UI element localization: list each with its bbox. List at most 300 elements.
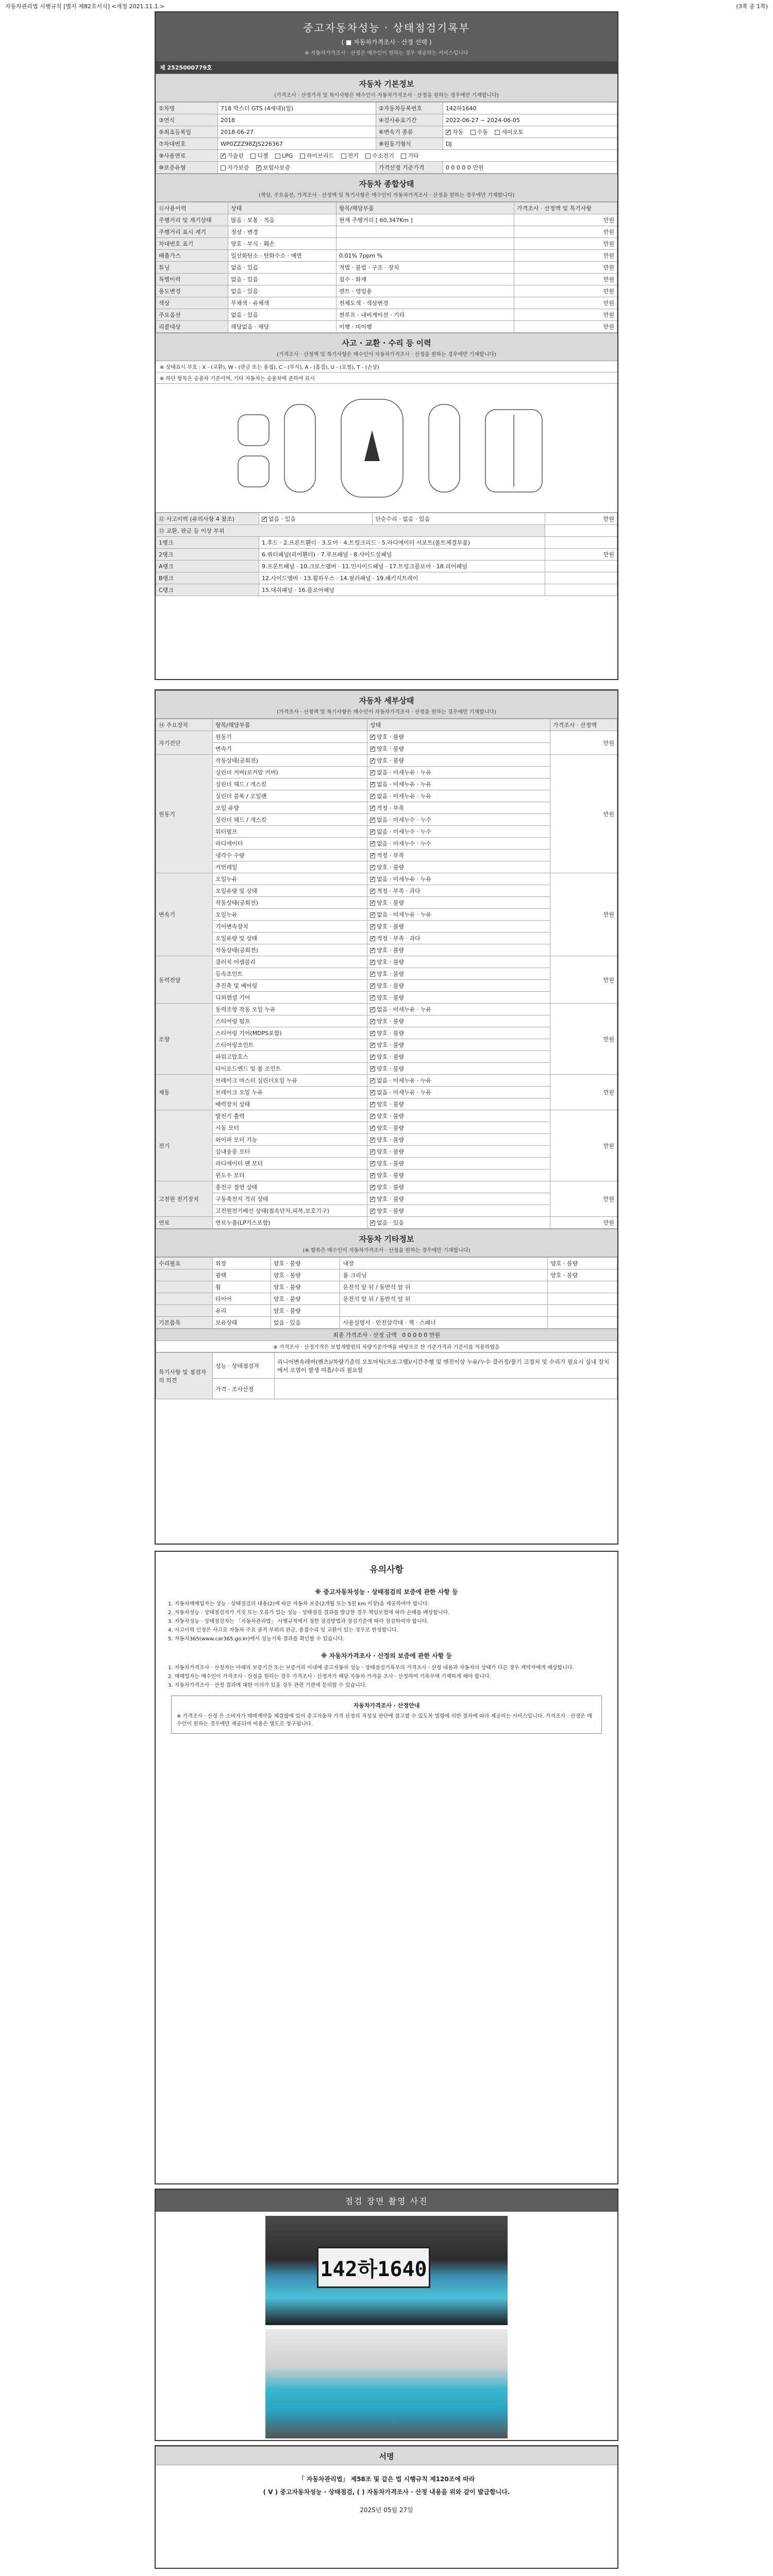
table-row: [156, 138, 617, 150]
car-outline-diagram: [156, 384, 617, 513]
checkbox-icon[interactable]: [370, 853, 375, 858]
detail-item-label: 워터펌프: [213, 826, 367, 838]
checkbox-icon[interactable]: [341, 154, 346, 159]
detail-item-label: 브레이크 마스터 실린더오일 누유: [213, 1075, 367, 1087]
summary-cell-detail: 적법 · 불법 · 구조 · 장치: [337, 262, 514, 274]
summary-cell-name: 리콜대상: [156, 321, 228, 333]
top-row: [0, 0, 773, 11]
checkbox-icon[interactable]: [370, 1221, 375, 1226]
detail-item-label: 실린더 블록 / 오일팬: [213, 790, 367, 802]
table-row: [156, 909, 617, 921]
summary-cell-detail: 침수 · 화재: [337, 274, 514, 285]
checkbox-icon[interactable]: [370, 865, 375, 870]
summary-cell-state: 없음 · 있음: [228, 262, 337, 274]
accident-legend: ※ 상태표시 부호 : X - (교환), W - (판금 또는 용접), C - (부식), A - (흠집), U - (요철), T - (손상): [156, 361, 617, 372]
checkbox-icon[interactable]: [370, 1138, 375, 1143]
table-row: [156, 1379, 617, 1399]
col-header: 상태: [367, 719, 550, 731]
checkbox-icon[interactable]: [370, 889, 375, 894]
other-cell: 광택: [213, 1269, 271, 1281]
table-row: [156, 513, 617, 525]
table-row: [156, 549, 617, 561]
table-row: [156, 1098, 617, 1110]
table-row: [156, 214, 617, 226]
photos-title: 점검 장면 촬영 사진: [345, 2196, 428, 2206]
accident-section-header: [156, 333, 617, 361]
detail-item-state: ✓ 양호 · 불량: [367, 1122, 550, 1134]
checkbox-icon[interactable]: [370, 1185, 375, 1190]
col-header: ⑪사용이력: [156, 202, 228, 214]
summary-cell-note: 만원: [514, 226, 617, 238]
summary-cell-detail: [337, 226, 514, 238]
form-reference: 자동차관리법 시행규칙 [별지 제82호서식] <개정 2021.11.1.>: [5, 3, 165, 10]
detail-group-label: 전기: [156, 1110, 213, 1181]
label-plate: ②자동차등록번호: [376, 103, 443, 114]
checkbox-icon[interactable]: [370, 829, 375, 835]
summary-note: (색상, 주요옵션, 가격조사 · 산정액 및 특기사항은 매수인이 자동차가격조사 · 산정을 원하는 경우에만 기재합니다): [258, 193, 515, 198]
other-cell: 휠: [213, 1281, 271, 1293]
table-row: [156, 1146, 617, 1158]
notice-paragraph: 2. 매매업자는 매수인이 가격조사 · 산정을 원하는 경우 가격조사 · 산정자가 해당 자동차 가격을 조사 · 산정하여 기록부에 기재하게 해야 합니다.: [168, 1674, 491, 1680]
other-cell: [548, 1293, 617, 1305]
detail-item-label: 오일유량 및 상태: [213, 885, 367, 897]
detail-item-state: ✓ 양호 · 불량: [367, 1051, 550, 1063]
checkbox-icon[interactable]: [370, 1114, 375, 1119]
checkbox-icon[interactable]: [370, 995, 375, 1001]
label-inspection-period: ④검사유효기간: [376, 114, 443, 126]
rank-1-items: 1.후드 · 2.프론트휀더 · 3.도어 · 4.트렁크리드 · 5.라디에이터 서포트(볼트체결부품): [259, 537, 545, 549]
table-row: [156, 897, 617, 909]
summary-cell-name: 주요옵션: [156, 309, 228, 321]
col-header: 상태: [228, 202, 337, 214]
checkbox-icon[interactable]: [495, 130, 500, 135]
checkbox-icon[interactable]: [365, 154, 371, 159]
checkbox-icon[interactable]: [256, 165, 261, 171]
table-row: [156, 250, 617, 262]
checkbox-icon[interactable]: [370, 758, 375, 764]
accident-note: (가격조사 · 산정액 및 특기사항은 매수인이 자동차가격조사 · 산정을 원하는 경우에만 기재합니다): [277, 352, 496, 358]
detail-item-state: ✓ 양호 · 불량: [367, 992, 550, 1004]
rank-c-label: C랭크: [156, 584, 259, 596]
other-cell: 운전석 앞 뒤 / 동반석 앞 뒤: [340, 1281, 548, 1293]
detail-item-state: ✓ 없음 · 미세누유 · 누유: [367, 778, 550, 790]
detail-item-state: ✓ 적정 · 부족: [367, 850, 550, 861]
checkbox-icon[interactable]: [250, 154, 256, 159]
checkbox-icon[interactable]: [370, 782, 375, 787]
detail-item-state: ✓ 없음 · 미세누수 · 누수: [367, 826, 550, 838]
summary-cell-detail: 렌트 · 영업용: [337, 285, 514, 297]
detail-item-label: 브레이크 오일 누유: [213, 1087, 367, 1098]
detail-item-state: ✓ 양호 · 불량: [367, 1039, 550, 1051]
notice-paragraph: 4. 사고이력 인정은 사고로 자동차 주요 골격 부위의 판금, 용접수리 및 교환이 있는 경우로 한정합니다.: [168, 1628, 398, 1633]
final-price-note: ※ 가격조사 · 산정가격은 보험개발원의 차량기준가액을 바탕으로 한 기준가격과 기준서를 적용하였음: [156, 1341, 617, 1352]
table-row: [156, 274, 617, 285]
accident-amount: 만원: [545, 513, 617, 525]
col-header: ⑭ 주요장치: [156, 719, 213, 731]
checkbox-icon[interactable]: [370, 1090, 375, 1095]
detail-item-label: 충전구 절연 상태: [213, 1181, 367, 1193]
checkbox-icon[interactable]: [221, 154, 226, 159]
checkbox-icon[interactable]: [470, 130, 476, 135]
table-row: [156, 873, 617, 885]
other-cell: [340, 1305, 548, 1317]
table-row: [156, 1087, 617, 1098]
summary-cell-name: 특별이력: [156, 274, 228, 285]
col-header: 항목/해당부품: [337, 202, 514, 214]
sign-header: [156, 2446, 617, 2465]
checkbox-icon[interactable]: [370, 1102, 375, 1107]
summary-cell-state: 없음 · 있음: [228, 274, 337, 285]
detail-item-state: ✓ 양호 · 불량: [367, 968, 550, 980]
notice-title: 유의사항: [369, 1565, 404, 1575]
table-row: [156, 1063, 617, 1075]
other-cell: [548, 1281, 617, 1293]
checkbox-icon[interactable]: [370, 1173, 375, 1178]
detail-item-state: ✓ 없음 · 미세누수 · 누수: [367, 838, 550, 850]
detail-item-state: ✓ 없음 · 미세누유 · 누유: [367, 790, 550, 802]
detail-item-label: 실린더 헤드 / 개스킷: [213, 778, 367, 790]
table-row: [156, 933, 617, 944]
detail-item-state: ✓ 양호 · 불량: [367, 861, 550, 873]
checkbox-icon[interactable]: [370, 806, 375, 811]
summary-cell-note: 만원: [514, 297, 617, 309]
summary-cell-note: 만원: [514, 214, 617, 226]
checkbox-icon[interactable]: [401, 154, 406, 159]
table-row: [156, 262, 617, 274]
basic-info-table: [156, 102, 617, 174]
detail-item-label: 추진축 및 베어링: [213, 980, 367, 992]
checkbox-icon[interactable]: [370, 1126, 375, 1131]
accident-title: 사고 · 교환 · 수리 등 이력: [342, 338, 431, 348]
table-row: [156, 126, 617, 138]
detail-group-label: 동력전달: [156, 956, 213, 1004]
checkbox-icon[interactable]: [370, 841, 375, 846]
rank-b-label: B랭크: [156, 572, 259, 584]
table-row: [156, 561, 617, 572]
detail-group-label: 연료: [156, 1217, 213, 1229]
rank-c-items: 15.대쉬패널 · 16.플로어패널: [259, 584, 545, 596]
checkbox-icon[interactable]: [370, 960, 375, 965]
summary-cell-detail: 0.01% 7ppm %: [337, 250, 514, 262]
table-row: [156, 238, 617, 250]
checkbox-icon[interactable]: [370, 1149, 375, 1155]
detail-item-state: ✓ 양호 · 불량: [367, 1170, 550, 1181]
other-cell: [156, 1293, 213, 1305]
price-guide-text: ※ 가격조사 · 산정 은 소비자가 매매계약을 체결함에 있어 중고자동차 가격 산정의 적정성 판단에 참고할 수 있도록 법령에 의한 절차에 따라 제공하는 서비스입니다. 가격조사 · 산정은 매수인이 원하는 경우에만 제공되며 비용은 별도로 청구됩니다.: [177, 1714, 592, 1727]
detail-item-state: ✓ 양호 · 불량: [367, 1027, 550, 1039]
form-note: ※ 자동차가격조사 · 산정은 매수인이 원하는 경우 제공하는 서비스입니다: [305, 50, 468, 56]
sign-date: 2025년 05월 27일: [360, 2506, 413, 2514]
detail-amount: 만원: [550, 755, 617, 873]
table-row: [156, 778, 617, 790]
summary-cell-detail: 썬루프 · 내비게이션 · 기타: [337, 309, 514, 321]
value-inspection-period: 2022-06-27 ~ 2024-06-05: [443, 114, 617, 126]
detail-item-state: ✓ 양호 · 불량: [367, 1193, 550, 1205]
label-vin: ⑦차대번호: [156, 138, 218, 150]
checkbox-icon[interactable]: [370, 1031, 375, 1036]
summary-cell-state: 없음 · 있음: [228, 309, 337, 321]
detail-item-label: 발전기 출력: [213, 1110, 367, 1122]
detail-item-label: 오일유량 및 상태: [213, 933, 367, 944]
value-plate: 142하1640: [443, 103, 617, 114]
other-cell: 내장: [340, 1258, 548, 1269]
detail-item-label: 오일 유량: [213, 802, 367, 814]
rank-a-label: A랭크: [156, 561, 259, 572]
detail-item-label: 파워고압호스: [213, 1051, 367, 1063]
special-inspector-label: 성능 · 상태점검자: [213, 1353, 275, 1379]
label-parts: ⑬ 교환, 판금 등 이상 부위: [156, 525, 545, 537]
form-title: 중고자동차성능 · 상태점검기록부: [303, 22, 470, 34]
table-row: [156, 1051, 617, 1063]
summary-cell-state: 해당없음 · 해당: [228, 321, 337, 333]
detail-group-label: 자기진단: [156, 731, 213, 755]
checkbox-icon[interactable]: [370, 1043, 375, 1048]
detail-item-label: 작동상태(공회전): [213, 897, 367, 909]
label-model: ①차명: [156, 103, 218, 114]
summary-cell-name: 용도변경: [156, 285, 228, 297]
checkbox-icon[interactable]: [370, 770, 375, 775]
license-plate: 142하1640: [317, 2247, 430, 2288]
table-row: [156, 1075, 617, 1087]
other-cell: 타이어: [213, 1293, 271, 1305]
table-row: [156, 285, 617, 297]
notice-paragraph: 5. 자동차365(www.car365.go.kr)에서 성능기록 결과를 확인할 수 있습니다.: [168, 1636, 345, 1642]
checkbox-icon[interactable]: [370, 747, 375, 752]
notice-heading-2: ※ 자동차가격조사 · 산정의 보증에 관한 사항 등: [321, 1652, 452, 1659]
table-row: [156, 1134, 617, 1146]
summary-cell-name: 주행거리 및 계기상태: [156, 214, 228, 226]
table-row: [156, 838, 617, 850]
sign-line-1: 「 자동차관리법」 제58조 및 같은 법 시행규칙 제120조에 따라: [298, 2476, 475, 2483]
detail-item-label: 작동상태(공회전): [213, 755, 367, 767]
table-row: [156, 1217, 617, 1229]
table-row: [156, 968, 617, 980]
notice-paragraphs-2: [156, 1664, 617, 1690]
other-title: 자동차 기타정보: [359, 1234, 414, 1244]
value-accident-history: ✓ 없음 · 있음: [259, 513, 373, 525]
other-cell: 양호 · 불량: [271, 1269, 340, 1281]
price-guide-title: 자동차가격조사 · 산정안내: [353, 1702, 420, 1709]
page-4: [155, 2189, 618, 2441]
price-guide-box: [171, 1696, 602, 1734]
special-price-text: [275, 1379, 617, 1399]
detail-item-label: 타이로드엔드 및 볼 조인트: [213, 1063, 367, 1075]
checkbox-icon[interactable]: [370, 912, 375, 918]
detail-group-label: 원동기: [156, 755, 213, 873]
table-row: [156, 1317, 617, 1329]
checkbox-icon[interactable]: [370, 1019, 375, 1024]
notice-paragraph: 1. 자동차가격조사 · 산정자는 아래의 보증기간 또는 보증거리 이내에 중고자동차 성능 · 상태점검기록부의 가격조사 · 산정 내용과 자동차의 상태가 다른 경우 계약자에게 배상합니다.: [168, 1665, 574, 1671]
checkbox-icon[interactable]: [300, 154, 305, 159]
label-base-price: 가격산정 기준가격: [376, 162, 443, 174]
other-cell: 룸 크리닝: [340, 1269, 548, 1281]
detail-item-label: 고전원전기배선 상태(접속단자,피복,보호기구): [213, 1205, 367, 1217]
detail-amount: 만원: [550, 1217, 617, 1229]
detail-item-label: 연료누출(LP가스포함): [213, 1217, 367, 1229]
checkbox-icon[interactable]: [370, 984, 375, 989]
checkbox-icon[interactable]: [370, 735, 375, 740]
detail-item-label: 오일누유: [213, 873, 367, 885]
detail-group-label: 변속기: [156, 873, 213, 956]
value-transmission: ✓ 자동 수동 세미오토: [443, 126, 617, 138]
detail-item-state: ✓ 양호 · 불량: [367, 897, 550, 909]
table-row: [156, 1170, 617, 1181]
basic-info-note: (가격조사 · 산정가격 및 특이사항은 매수인이 자동차가격조사 · 산정을 원하는 경우에만 기재합니다): [274, 93, 499, 98]
accident-legend-2: ※ 하단 항목은 승용차 기준이며, 기타 자동차는 승용차에 준하여 표시: [156, 372, 617, 384]
detail-item-label: 윈도우 모터: [213, 1170, 367, 1181]
table-row: [156, 525, 617, 537]
detail-item-state: ✓ 없음 · 미세누유 · 누유: [367, 873, 550, 885]
other-cell: [156, 1281, 213, 1293]
rank-a-items: 9.프론트패널 · 10.크로스멤버 · 11.인사이드패널 · 17.트렁크플로어 · 18.리어패널: [259, 561, 545, 572]
value-fuel: ✓ 가솔린 디젤 LPG 하이브리드 전기 수소전기 기타: [218, 150, 617, 162]
photos-header: [156, 2190, 617, 2212]
detail-amount: 만원: [550, 1075, 617, 1110]
detail-item-label: 디퍼렌셜 기어: [213, 992, 367, 1004]
car-rear-view: [238, 456, 269, 487]
checkbox-icon[interactable]: [370, 1007, 375, 1012]
detail-item-state: ✓ 양호 · 불량: [367, 1063, 550, 1075]
rank-amount: 만원: [545, 549, 617, 561]
table-row: [156, 850, 617, 861]
checkbox-icon[interactable]: [370, 948, 375, 953]
other-cell: 양호 · 불량: [271, 1305, 340, 1317]
detail-item-state: ✓ 적정 · 부족: [367, 802, 550, 814]
checkbox-icon[interactable]: [370, 1161, 375, 1166]
summary-cell-name: 배출가스: [156, 250, 228, 262]
summary-cell-name: 주행거리 표시 계기: [156, 226, 228, 238]
value-simple-repair: 단순수리 · 없음 · 있음: [373, 513, 545, 525]
value-year: 2018: [218, 114, 376, 126]
checkbox-icon[interactable]: [370, 1209, 375, 1214]
checkbox-icon[interactable]: [370, 924, 375, 929]
special-inspector-text: 리니어변속레버(벤츠)/차량기준의 오토마틱(프로그램)/시간주행 및 엔진이상 누유/누수 클러징/물기 고장치 및 수리가 필요시 실내 장치에서 오염이 발생 미흡/수리 필요함: [275, 1353, 617, 1379]
table-row: [156, 944, 617, 956]
summary-cell-state: 많음 · 보통 · 적음: [228, 214, 337, 226]
col-header: 항목/해당부품: [213, 719, 367, 731]
checkbox-icon[interactable]: [370, 1197, 375, 1202]
value-base-price: 0 0 0 0 0 만원: [443, 162, 617, 174]
sign-line-2: ( V ) 중고자동차성능 · 상태점검, ( ) 자동차가격조사 · 산정 내용을 위와 같이 발급합니다.: [263, 2488, 510, 2496]
detail-item-label: 배력장치 상태: [213, 1098, 367, 1110]
table-row: [156, 992, 617, 1004]
other-cell: [156, 1269, 213, 1281]
table-row: [156, 1027, 617, 1039]
rank-b-items: 12.사이드멤버 · 13.휠하우스 · 14.필러패널 · 19.패키지트레이: [259, 572, 545, 584]
label-fuel: ⑨사용연료: [156, 150, 218, 162]
detail-item-label: 실내송풍 모터: [213, 1146, 367, 1158]
table-row: [156, 956, 617, 968]
summary-cell-detail: 전체도색 · 색상변경: [337, 297, 514, 309]
page-1: [155, 11, 618, 680]
other-section-header: [156, 1229, 617, 1257]
detail-item-state: ✓ 없음 · 미세누유 · 누유: [367, 1004, 550, 1015]
table-row: [156, 1110, 617, 1122]
table-row: [156, 162, 617, 174]
notice-paragraph: 2. 자동차성능 · 상태점검자가 거짓 또는 오류가 있는 성능 · 상태점검 결과를 발급한 경우 책임보험에 따라 손해를 배상합니다.: [168, 1610, 450, 1616]
detail-note: (가격조사 · 산정액 및 특기사항은 매수인이 자동차가격조사 · 산정을 원하는 경우에만 기재합니다): [277, 709, 496, 715]
value-warranty: 자가보증 ✓ 보험사보증: [218, 162, 376, 174]
table-row: [156, 1293, 617, 1305]
detail-item-state: ✓ 양호 · 불량: [367, 944, 550, 956]
detail-amount: 만원: [550, 956, 617, 1004]
detail-item-state: ✓ 양호 · 불량: [367, 1134, 550, 1146]
table-row: [156, 1181, 617, 1193]
detail-item-label: 라디에이터: [213, 838, 367, 850]
checkbox-icon[interactable]: [370, 936, 375, 941]
table-header-row: [156, 719, 617, 731]
detail-item-label: 스티어링 펌프: [213, 1015, 367, 1027]
table-row: [156, 1258, 617, 1269]
page-indicator: (3쪽 중 1쪽): [736, 3, 768, 10]
checkbox-icon[interactable]: [221, 165, 226, 171]
direction-arrow-icon: [364, 430, 380, 461]
other-cell: 사용설명서 · 안전삼각대 · 잭 · 스패너: [340, 1317, 548, 1329]
checkbox-icon[interactable]: [370, 1055, 375, 1060]
document-number: 제 2525000779호: [156, 61, 617, 74]
label-engine: ⑧원동기형식: [376, 138, 443, 150]
other-cell: [548, 1305, 617, 1317]
special-price-label: 가격 · 조사산정: [213, 1379, 275, 1399]
checkbox-icon[interactable]: [370, 972, 375, 977]
summary-cell-state: 없음 · 있음: [228, 285, 337, 297]
rank-cell: [545, 561, 617, 572]
detail-item-state: ✓ 적정 · 부족 · 과다: [367, 933, 550, 944]
table-row: [156, 1329, 617, 1341]
table-row: [156, 755, 617, 767]
table-row: [156, 321, 617, 333]
checkbox-icon[interactable]: [262, 517, 267, 522]
other-cell: 운전석 앞 뒤 / 동반석 앞 뒤: [340, 1293, 548, 1305]
detail-item-label: 커먼레일: [213, 861, 367, 873]
label-transmission: ⑥변속기 종류: [376, 126, 443, 138]
value-first-registration: 2018-06-27: [218, 126, 376, 138]
table-row: [156, 572, 617, 584]
table-row: [156, 1193, 617, 1205]
value-vin: WP0ZZZ98ZJS226367: [218, 138, 376, 150]
checkbox-icon[interactable]: [275, 154, 280, 159]
other-cell: 유리: [213, 1305, 271, 1317]
detail-group-label: 제동: [156, 1075, 213, 1110]
checkbox-icon[interactable]: [370, 877, 375, 882]
basic-info-section-header: [156, 74, 617, 102]
inspection-photo-lift: [265, 2329, 508, 2438]
notice-heading-1: ※ 중고자동차성능 · 상태점검의 보증에 관한 사항 등: [315, 1588, 458, 1596]
basic-info-title: 자동차 기본정보: [359, 79, 414, 89]
checkbox-icon[interactable]: [370, 1066, 375, 1072]
checkbox-icon[interactable]: [370, 1078, 375, 1083]
final-price-value: 0 0 0 0 0 만원: [402, 1332, 440, 1338]
table-row: [156, 297, 617, 309]
value-model: 718 박스터 GTS (4세대)(일): [218, 103, 376, 114]
table-row: [156, 1281, 617, 1293]
checkbox-icon[interactable]: [370, 794, 375, 799]
table-row: [156, 1004, 617, 1015]
other-cell: 기본품목: [156, 1317, 213, 1329]
checkbox-icon[interactable]: [446, 130, 451, 135]
table-row: [156, 103, 617, 114]
label-first-registration: ⑤최초등록일: [156, 126, 218, 138]
detail-amount: 만원: [550, 873, 617, 956]
table-row: [156, 731, 617, 743]
checkbox-icon[interactable]: [370, 901, 375, 906]
table-row: [156, 150, 617, 162]
detail-item-state: ✓ 없음 · 미세누유 · 누유: [367, 767, 550, 778]
detail-item-label: 기어변속장치: [213, 921, 367, 933]
car-diagram: [156, 384, 617, 513]
detail-item-state: ✓ 없음 · 있음: [367, 1217, 550, 1229]
checkbox-icon[interactable]: [370, 818, 375, 823]
